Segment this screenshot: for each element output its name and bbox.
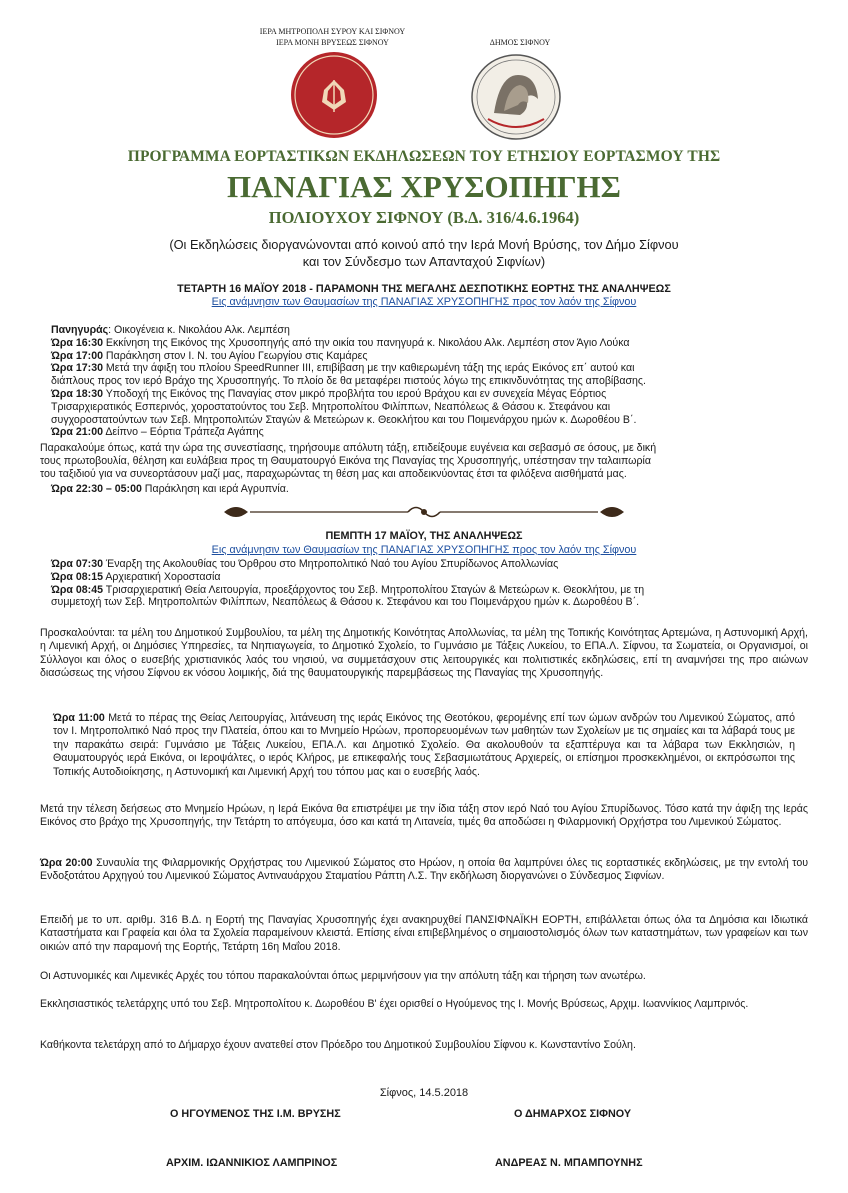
title-line2: ΠΑΝΑΓΙΑΣ ΧΡΥΣΟΠΗΓΗΣ: [227, 169, 621, 204]
day1-schedule: [51, 324, 811, 439]
municipality-seal-logo: [470, 53, 562, 141]
signer-right-name: ΑΝΔΡΕΑΣ Ν. ΜΠΑΜΠΟΥΝΗΣ: [495, 1157, 643, 1169]
time-2100: Ώρα 21:00: [51, 426, 103, 439]
time-1630: Ώρα 16:30: [51, 336, 103, 349]
text-2230: Παράκληση και ιερά Αγρυπνία.: [141, 483, 289, 495]
place-date: Σίφνος, 14.5.2018: [379, 1087, 469, 1099]
text-0845: Τρισαρχιερατική Θεία Λειτουργία, προεξάρχοντος του Σεβ. Μητροπολίτου Σταγών & Μετεώρων κ. Θεοκλήτου, με τη: [102, 583, 645, 596]
ceremony-paragraph: Εκκλησιαστικός τελετάρχης υπό του Σεβ. Μητροπολίτου κ. Δωροθέου Β' έχει ορισθεί ο Ηγούμενος της Ι. Μονής Βρύσεως, Αρχιμ. Ιωαννίκιος Λαμπρινός.: [40, 998, 749, 1010]
day1-request: [40, 442, 820, 480]
day2-schedule: [51, 558, 811, 609]
time-0815: Ώρα 08:15: [51, 570, 103, 583]
header-right-line1: ΔΗΜΟΣ ΣΙΦΝΟΥ: [489, 38, 551, 47]
text-0845-cont: συμμετοχή των Σεβ. Μητροπολιτών Φιλίππων, Νεαπόλεως & Θάσου κ. Στεφάνου και του Ποιμενάρχου ημών κ. Δωροθέου Β΄.: [51, 596, 640, 609]
time-2230: Ώρα 22:30 – 05:00: [51, 483, 142, 495]
text-0730: Έναρξη της Ακολουθίας του Όρθρου στο Μητροπολιτικό Ναό του Αγίου Σπυρίδωνος Απολλωνίας: [102, 558, 559, 570]
panigyras-text: : Οικογένεια κ. Νικολάου Αλκ. Λεμπέση: [108, 324, 290, 336]
day1-request-line2: τους πρωτοβουλία, θέληση και ευλάβεια προς τη Θαυματουργό Εικόνα της Παναγίας της Χρυσοπηγής, υπέστησαν την ταλαιπωρία: [40, 454, 651, 467]
text-1830: Υποδοχή της Εικόνος της Παναγίας στον μικρό προβλήτα του ιερού Βράχου και εν συνεχεία Μέγας Εόρτιος: [102, 387, 607, 400]
holiday-paragraph: Επειδή με το υπ. αριθμ. 316 Β.Δ. η Εορτή της Παναγίας Χρυσοπηγής έχει ανακηρυχθεί ΠΑΝΣΙΦΝΑΪΚΗ ΕΟΡΤΗ, επιβάλλεται όπως όλα τα Δημόσια και Ιδιωτικά Καταστήματα και Γραφεία και όλα τα Σχολεία παραμείνουν κλειστά. Επίσης είναι επιβεβλημένος ο σημαιοστολισμός όλων των καταστημάτων, των γραφείων και των οικιών από την παραμονή της Εορτής, Τετάρτη 16η Μαΐου 2018.: [40, 914, 808, 953]
text-1630: Εκκίνηση της Εικόνος της Χρυσοπηγής από την οικία του πανηγυρά κ. Νικολάου Αλκ. Λεμπέση στον Άγιο Λούκα: [102, 336, 630, 349]
concert-paragraph: [40, 857, 808, 884]
text-2100: Δείπνο – Εόρτια Τράπεζα Αγάπης: [102, 426, 264, 439]
text-1830-cont2: συγχοροστατούντων των Σεβ. Μητροπολιτών Σταγών & Μετεώρων κ. Θεοκλήτου και του Ποιμενάρχου ημών κ. Δωροθέου Β΄.: [51, 413, 637, 426]
time-1100: Ώρα 11:00: [53, 712, 105, 724]
header-left-line2: ΙΕΡΑ ΜΟΝΗ ΒΡΥΣΕΩΣ ΣΙΦΝΟΥ: [276, 38, 389, 47]
day2-subheading: Εις ανάμνησιν των Θαυμασίων της ΠΑΝΑΓΙΑΣ ΧΡΥΣΟΠΗΓΗΣ προς τον λαόν της Σίφνου: [211, 544, 637, 556]
mayor-duty-paragraph: Καθήκοντα τελετάρχη από το Δήμαρχο έχουν ανατεθεί στον Πρόεδρο του Δημοτικού Συμβουλίου Σίφνου κ. Κωνσταντίνο Σούλη.: [40, 1039, 636, 1051]
header-left-text: [250, 26, 415, 48]
panigyras-label: Πανηγυράς: [51, 324, 109, 336]
text-1100: Μετά το πέρας της Θείας Λειτουργίας, λιτάνευση της ιεράς Εικόνος της Θεοτόκου, φερομένης επί των ώμων ανδρών του Λιμενικού Σώματος, από τον Ι. Μητροπολιτικό Ναό προς την Πλατεία, όπου και το Μνημείο Ηρώων, προπορευομένων των μαθητών των Σχολείων με τις σημαίες και τα λάβαρά τους με την παρακάτω σειρά: Γυμνάσιο με Τάξεις Λυκείου, ΕΠΑ.Λ. και Δημοτικό Σχολείο. Θα ακολουθούν τα εξαπτέρυγα και τα λάβαρα των Εκκλησιών, η Θαυματουργός ιερά Εικόνα, οι Ιεροψάλτες, ο ιερός Κλήρος, με επικεφαλής τους Σεβασμιωτάτους Αρχιερείς, οι επίσημοι προσκεκλημένοι, οι εκπρόσωποι της Τοπικής Αυτοδιοίκησης, η Αστυνομική και Λιμενική Αρχή του τόπου μας και ο ευσεβής λαός.: [53, 712, 795, 778]
title-line1: ΠΡΟΓΡΑΜΜΑ ΕΟΡΤΑΣΤΙΚΩΝ ΕΚΔΗΛΩΣΕΩΝ ΤΟΥ ΕΤΗΣΙΟΥ ΕΟΡΤΑΣΜΟΥ ΤΗΣ: [127, 148, 721, 165]
time-1730: Ώρα 17:30: [51, 362, 103, 375]
day1-heading: ΤΕΤΑΡΤΗ 16 ΜΑΪΟΥ 2018 - ΠΑΡΑΜΟΝΗ ΤΗΣ ΜΕΓΑΛΗΣ ΔΕΣΠΟΤΙΚΗΣ ΕΟΡΤΗΣ ΤΗΣ ΑΝΑΛΗΨΕΩΣ: [177, 283, 671, 295]
ornamental-divider: [218, 500, 630, 524]
header-left-line1: ΙΕΡΑ ΜΗΤΡΟΠΟΛΗ ΣΥΡΟΥ ΚΑΙ ΣΙΦΝΟΥ: [259, 27, 406, 36]
text-0815: Αρχιερατική Χοροστασία: [102, 570, 221, 583]
police-paragraph: Οι Αστυνομικές και Λιμενικές Αρχές του τόπου παρακαλούνται όπως μεριμνήσουν για την απόλυτη τάξη και τήρηση των ανωτέρω.: [40, 970, 646, 982]
procession-paragraph: [53, 712, 795, 779]
title-note-line1: (Οι Εκδηλώσεις διοργανώνονται από κοινού από την Ιερά Μονή Βρύσης, τον Δήμο Σίφνου: [169, 237, 679, 252]
monastery-seal-logo: [289, 50, 379, 140]
invitation-paragraph: Προσκαλούνται: τα μέλη του Δημοτικού Συμβουλίου, τα μέλη της Δημοτικής Κοινότητας Απολλωνίας, τα μέλη της Τοπικής Κοινότητας Αρτεμώνα, η Αστυνομική Αρχή, η Λιμενική Αρχή, οι Δημόσιες Υπηρεσίες, τα Νηπιαγωγεία, το Δημοτικό Σχολείο, το Γυμνάσιο με Τάξεις Λυκείου, το ΕΠΑ.Λ. Σίφνου, τα Σωματεία, οι Οργανισμοί, οι Σύλλογοι και όλος ο ευσεβής χριστιανικός λαός του νησιού, να συμμετάσχουν στις λειτουργικές και πολιτιστικές εκδηλώσεις, επί τη αναμνήσει της προ αιώνων διασώσεως της νήσου Σίφνου εκ νόσου λοιμικής, διά της θαυματουργικής παρεμβάσεως της Παναγίας της Χρυσοπηγής.: [40, 627, 808, 680]
title-note-line2: και τον Σύνδεσμο των Απανταχού Σιφνίων): [302, 254, 546, 269]
text-1730: Μετά την άφιξη του πλοίου SpeedRunner III, επιβίβαση με την καθιερωμένη τάξη της ιεράς Εικόνος επ΄ αυτού και: [102, 362, 635, 375]
day1-request-line1: Παρακαλούμε όπως, κατά την ώρα της συνεστίασης, τηρήσουμε απόλυτη τάξη, επιδείξουμε ευγένεια και σεβασμό σε όσους, με δική: [40, 442, 657, 454]
time-2000: Ώρα 20:00: [40, 857, 93, 869]
day1-subheading: Εις ανάμνησιν των Θαυμασίων της ΠΑΝΑΓΙΑΣ ΧΡΥΣΟΠΗΓΗΣ προς τον λαόν της Σίφνου: [211, 296, 637, 308]
title-note: [0, 236, 848, 270]
time-1700: Ώρα 17:00: [51, 349, 103, 362]
time-0730: Ώρα 07:30: [51, 558, 103, 570]
text-1700: Παράκληση στον Ι. Ν. του Αγίου Γεωργίου στις Καμάρες: [102, 349, 368, 362]
text-1830-cont1: Τρισαρχιερατικός Εσπερινός, χοροστατούντος του Σεβ. Μητροπολίτου Φιλίππων, Νεαπόλεως & Θάσου κ. Στεφάνου και: [51, 400, 611, 413]
time-0845: Ώρα 08:45: [51, 583, 103, 596]
time-1830: Ώρα 18:30: [51, 387, 103, 400]
signer-right-title: Ο ΔΗΜΑΡΧΟΣ ΣΙΦΝΟΥ: [514, 1108, 632, 1120]
day2-heading: ΠΕΜΠΤΗ 17 ΜΑΪΟΥ, ΤΗΣ ΑΝΑΛΗΨΕΩΣ: [325, 530, 523, 542]
signer-left-name: ΑΡΧΙΜ. ΙΩΑΝΝΙΚΙΟΣ ΛΑΜΠΡΙΝΟΣ: [166, 1157, 338, 1169]
text-1730-cont: διάπλους προς τον ιερό Βράχο της Χρυσοπηγής. Το πλοίο δε θα μεταφέρει πιστούς λόγω της επικινδυνότητας της αποβίβασης.: [51, 375, 646, 388]
signer-left-title: Ο ΗΓΟΥΜΕΝΟΣ ΤΗΣ Ι.Μ. ΒΡΥΣΗΣ: [170, 1108, 341, 1120]
day1-request-line3: του ταξιδιού για να συνεορτάσουν μαζί μας, παραχωρώντας τη θέση μας και αποδεικνύοντας έτσι τα φιλόξενα αισθήματά μας.: [40, 467, 627, 480]
title-line3: ΠΟΛΙΟΥΧΟΥ ΣΙΦΝΟΥ (Β.Δ. 316/4.6.1964): [268, 208, 580, 227]
after-paragraph: Μετά την τέλεση δεήσεως στο Μνημείο Ηρώων, η Ιερά Εικόνα θα επιστρέψει με την ίδια τάξη στον ιερό Ναό του Αγίου Σπυρίδωνος. Τόσο κατά την άφιξη της Ιεράς Εικόνος στο βράχο της Χρυσοπηγής, την Τετάρτη το απόγευμα, όσο και κατά τη Λιτανεία, τιμές θα αποδώσει η Φιλαρμονική Ορχήστρα του Λιμενικού Σώματος.: [40, 803, 808, 829]
text-2000: Συναυλία της Φιλαρμονικής Ορχήστρας του Λιμενικού Σώματος στο Ηρώον, η οποία θα λαμπρύνει όλες τις εορταστικές εκδηλώσεις, με την εντολή του Ενδοξοτάτου Αρχηγού του Λιμενικού Σώματος Αντιναυάρχου Σταματίου Ράπτη Λ.Σ. Την εκδήλωση διοργανώνει ο Σύνδεσμος Σιφνίων.: [40, 857, 809, 883]
